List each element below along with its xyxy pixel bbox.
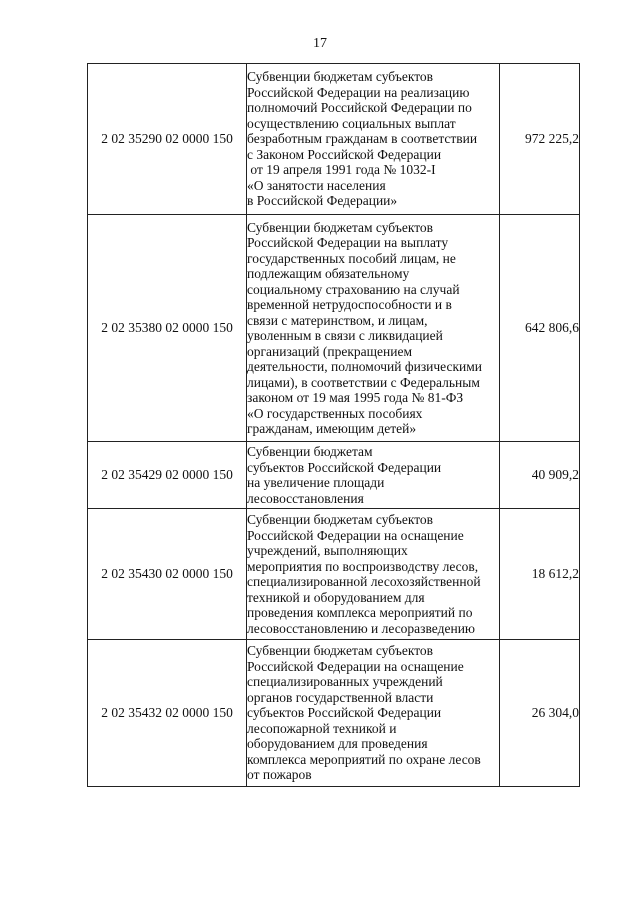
page-number: 17 xyxy=(313,36,327,51)
budget-item-name xyxy=(247,64,500,215)
budget-item-name xyxy=(247,442,500,509)
table-row xyxy=(88,442,580,509)
budget-code: 2 02 35429 02 0000 150 xyxy=(88,442,247,509)
budget-item-name xyxy=(247,640,500,787)
budget-item-name-line: проведения комплекса мероприятий по xyxy=(247,605,473,620)
budget-item-name-line: Субвенции бюджетам xyxy=(247,444,373,459)
budget-item-name-line: уволенным в связи с ликвидацией xyxy=(247,328,443,343)
budget-item-name-line: безработным гражданам в соответствии xyxy=(247,131,478,147)
budget-item-name-line: организаций (прекращением xyxy=(247,343,412,359)
budget-code: 2 02 35430 02 0000 150 xyxy=(88,509,247,640)
budget-item-name-line: в Российской Федерации» xyxy=(247,193,398,209)
budget-amount: 972 225,2 xyxy=(500,64,580,215)
budget-item-name-line: законом от 19 мая 1995 года № 81-ФЗ xyxy=(247,390,464,405)
table-row xyxy=(88,215,580,442)
budget-item-name-line: от 19 апреля 1991 года № 1032-I xyxy=(247,162,436,178)
budget-item-name-line: полномочий Российской Федерации по xyxy=(247,100,472,116)
table-row xyxy=(88,509,580,640)
budget-amount: 18 612,2 xyxy=(500,509,580,640)
budget-item-name-line: субъектов Российской Федерации xyxy=(247,705,442,721)
budget-item-name-line: субъектов Российской Федерации xyxy=(247,459,442,475)
budget-item-name-line: «О государственных пособиях xyxy=(247,405,423,421)
table-row xyxy=(88,64,580,215)
budget-item-name-line: специализированной лесохозяйственной xyxy=(247,574,481,589)
budget-item-name-line: мероприятия по воспроизводству лесов, xyxy=(247,558,479,574)
budget-item-name-line: Субвенции бюджетам субъектов xyxy=(247,643,434,659)
budget-item-name-line: от пожаров xyxy=(247,767,312,783)
budget-item-name-line: Российской Федерации на оснащение xyxy=(247,658,464,674)
budget-item-name-line: оборудованием для проведения xyxy=(247,736,428,752)
budget-code: 2 02 35380 02 0000 150 xyxy=(88,215,247,442)
budget-item-name-line: деятельности, полномочий физическими xyxy=(247,359,483,374)
budget-item-name-line: Российской Федерации на реализацию xyxy=(247,84,470,100)
budget-item-name-line: осуществлению социальных выплат xyxy=(247,115,456,131)
budget-item-name xyxy=(247,509,500,640)
budget-table-body xyxy=(88,64,580,787)
budget-item-name-line: комплекса мероприятий по охране лесов xyxy=(247,751,481,767)
budget-item-name-line: техникой и оборудованием для xyxy=(247,589,425,605)
budget-item-name-line: Субвенции бюджетам субъектов xyxy=(247,512,434,527)
budget-item-name-line: социальному страхованию на случай xyxy=(247,281,460,297)
budget-code: 2 02 35290 02 0000 150 xyxy=(88,64,247,215)
budget-amount: 26 304,0 xyxy=(500,640,580,787)
budget-item-name-line: лесопожарной техникой и xyxy=(247,720,397,736)
budget-item-name-line: Российской Федерации на оснащение xyxy=(247,527,464,543)
budget-table xyxy=(87,63,580,787)
table-row xyxy=(88,640,580,787)
budget-item-name-line: с Законом Российской Федерации xyxy=(247,146,442,162)
budget-amount: 642 806,6 xyxy=(500,215,580,442)
budget-item-name-line: Субвенции бюджетам субъектов xyxy=(247,219,434,235)
budget-item-name-line: лесовосстановлению и лесоразведению xyxy=(247,620,476,636)
budget-item-name-line: Субвенции бюджетам субъектов xyxy=(247,69,434,85)
budget-item-name-line: гражданам, имеющим детей» xyxy=(247,421,417,436)
budget-item-name-line: лицами), в соответствии с Федеральным xyxy=(247,374,480,390)
budget-item-name-line: учреждений, выполняющих xyxy=(247,543,408,558)
budget-item-name-line: на увеличение площади xyxy=(247,475,385,490)
budget-item-name-line: «О занятости населения xyxy=(247,177,386,193)
budget-item-name-line: временной нетрудоспособности и в xyxy=(247,297,452,312)
budget-item-name-line: лесовосстановления xyxy=(247,490,364,506)
budget-item-name-line: подлежащим обязательному xyxy=(247,266,410,281)
budget-item-name xyxy=(247,215,500,442)
budget-item-name-line: связи с материнством, и лицам, xyxy=(247,312,428,328)
budget-code: 2 02 35432 02 0000 150 xyxy=(88,640,247,787)
budget-item-name-line: государственных пособий лицам, не xyxy=(247,250,456,266)
budget-amount: 40 909,2 xyxy=(500,442,580,509)
budget-item-name-line: Российской Федерации на выплату xyxy=(247,235,449,250)
budget-item-name-line: специализированных учреждений xyxy=(247,674,443,690)
budget-item-name-line: органов государственной власти xyxy=(247,689,434,705)
